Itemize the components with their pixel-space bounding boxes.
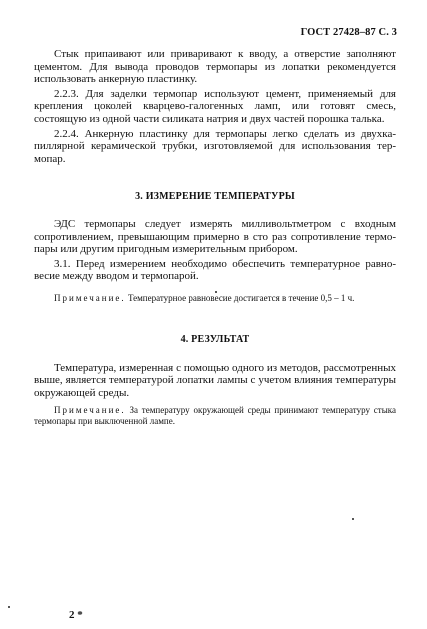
scan-speck: [215, 291, 217, 293]
paragraph-joint-sealing: Стык припаивают или приваривают к вводу, а отверстие заполняют цементом. Для вывода проводов термопары из лопатки рекомендуется использовать анкерную пластинку.: [34, 48, 396, 86]
section-3-heading: 3. ИЗМЕРЕНИЕ ТЕМПЕРАТУРЫ: [135, 191, 295, 203]
paragraph-2-2-4: 2.2.4. Анкерную пластинку для термопары легко сделать из двухкапиллярной керамической трубки, изготовляемой для использования термопар.: [34, 127, 396, 165]
page-number: 2 *: [69, 609, 83, 621]
note-section-4: [34, 405, 396, 427]
note-text: Температурное равновесие достигается в течение 0,5 – 1 ч.: [125, 292, 355, 303]
paragraph-2-2-3: 2.2.3. Для заделки термопар используют цемент, применяемый для крепления цоколей кварцево-галогенных ламп, или готовят смесь, состоящую из одной части силиката натрия и двух частей порошка талька.: [34, 87, 396, 125]
note-label: Примечание.: [54, 292, 126, 303]
standard-header: ГОСТ 27428–87 С. 3: [300, 27, 397, 38]
note-text: За температуру окружающей среды принимают температуру стыка термопары при выключенной лампе.: [34, 405, 396, 427]
paragraph-result: Температура, измеренная с помощью одного из методов, рассмотренных выше, является температурой лопатки лампы с учетом влияния температуры окружающей среды.: [34, 361, 396, 399]
scan-speck: [8, 606, 10, 608]
page-content: [34, 48, 396, 427]
section-4-heading: 4. РЕЗУЛЬТАТ: [180, 333, 250, 345]
paragraph-3-1: 3.1. Перед измерением необходимо обеспечить температурное равновесие между вводом и термопарой.: [34, 257, 396, 283]
scan-speck: [352, 518, 354, 520]
note-section-3: [34, 293, 396, 304]
paragraph-emf-measurement: ЭДС термопары следует измерять милливольтметром с входным сопротивлением, превышающим примерно в сто раз сопротивление термопары или другим пригодным измерительным прибором.: [34, 217, 396, 256]
note-label: Примечание.: [54, 405, 126, 416]
